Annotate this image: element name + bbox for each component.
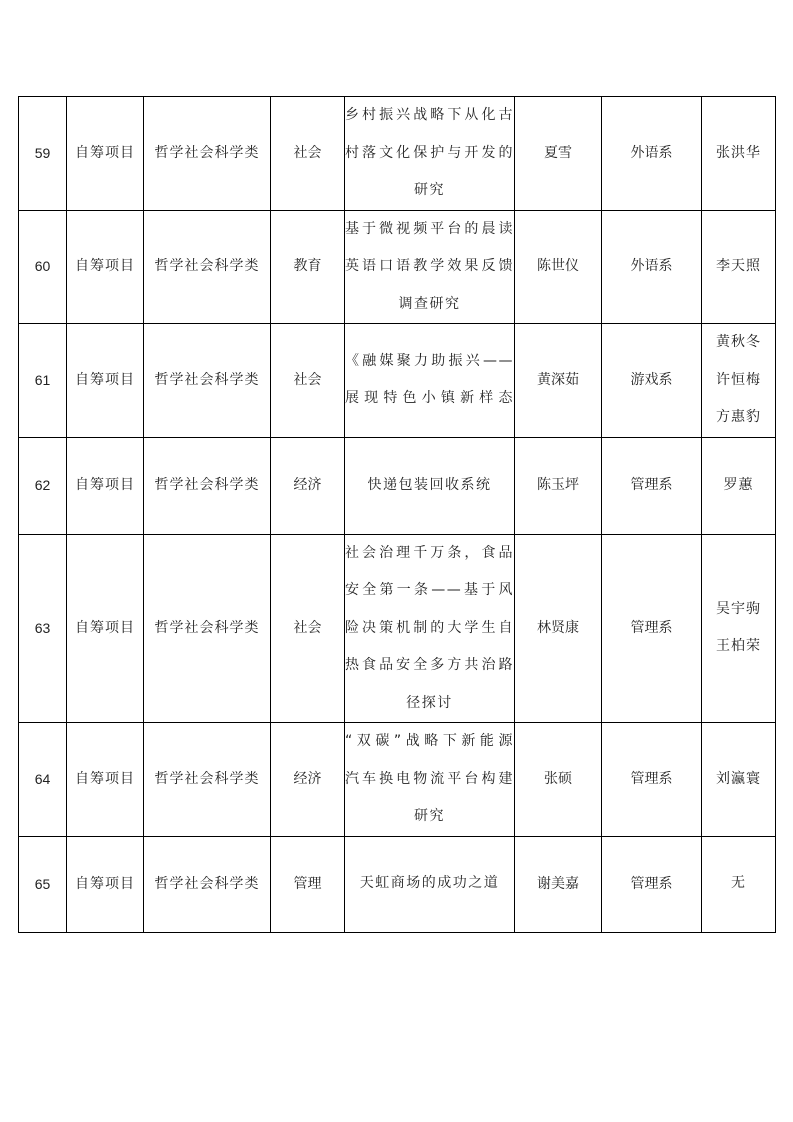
advisor-name: 无	[731, 875, 746, 892]
project-category: 哲学社会科学类	[144, 723, 271, 837]
project-type: 自筹项目	[67, 723, 144, 837]
project-field: 社会	[271, 324, 345, 438]
row-number: 64	[19, 723, 67, 837]
project-title	[345, 836, 515, 932]
department: 外语系	[602, 210, 702, 324]
project-category: 哲学社会科学类	[144, 836, 271, 932]
advisor-name: 许恒梅	[716, 371, 761, 388]
project-field: 经济	[271, 437, 345, 534]
project-title-line: 乡村振兴战略下从化古	[345, 107, 514, 123]
advisors	[702, 534, 776, 723]
project-title	[345, 534, 515, 723]
row-number: 65	[19, 836, 67, 932]
advisor-name: 黄秋冬	[716, 334, 761, 350]
project-title-line: “双碳”战略下新能源	[345, 733, 514, 749]
project-title-line: 《融媒聚力助振兴——	[345, 352, 514, 369]
row-number: 62	[19, 437, 67, 534]
project-field: 教育	[271, 210, 345, 324]
project-title	[345, 723, 515, 837]
project-title	[345, 210, 515, 324]
table-row	[19, 324, 776, 438]
department: 游戏系	[602, 324, 702, 438]
project-title-line: 调查研究	[398, 295, 461, 312]
project-leader: 陈玉坪	[515, 437, 602, 534]
project-title-line: 天虹商场的成功之道	[359, 875, 500, 892]
project-title-line: 险决策机制的大学生自	[345, 619, 514, 636]
project-title	[345, 324, 515, 438]
project-title-line: 研究	[414, 182, 445, 198]
row-number: 60	[19, 210, 67, 324]
project-field: 社会	[271, 97, 345, 211]
project-type: 自筹项目	[67, 210, 144, 324]
project-leader: 张硕	[515, 723, 602, 837]
project-type: 自筹项目	[67, 836, 144, 932]
project-category: 哲学社会科学类	[144, 324, 271, 438]
project-leader: 林贤康	[515, 534, 602, 723]
project-type: 自筹项目	[67, 534, 144, 723]
advisors	[702, 97, 776, 211]
project-title-line: 径探讨	[406, 694, 453, 711]
project-title-line: 社会治理千万条，食品	[345, 544, 514, 561]
table-row	[19, 723, 776, 837]
project-leader: 黄深茹	[515, 324, 602, 438]
project-field: 经济	[271, 723, 345, 837]
table-row	[19, 437, 776, 534]
advisors	[702, 723, 776, 837]
table-row	[19, 534, 776, 723]
project-title-line: 基于微视频平台的晨读	[345, 220, 514, 237]
project-title-line: 快递包装回收系统	[367, 476, 492, 493]
advisors	[702, 437, 776, 534]
project-title-line: 安全第一条——基于风	[345, 582, 514, 598]
project-category: 哲学社会科学类	[144, 534, 271, 723]
department: 管理系	[602, 723, 702, 837]
project-category: 哲学社会科学类	[144, 97, 271, 211]
advisor-name: 王柏荣	[716, 638, 761, 655]
row-number: 63	[19, 534, 67, 723]
project-category: 哲学社会科学类	[144, 210, 271, 324]
project-table	[18, 96, 776, 933]
advisor-name: 李天照	[716, 258, 761, 274]
project-category: 哲学社会科学类	[144, 437, 271, 534]
project-title-line: 研究	[414, 808, 445, 824]
row-number: 59	[19, 97, 67, 211]
table-row	[19, 97, 776, 211]
project-field: 管理	[271, 836, 345, 932]
table-row	[19, 210, 776, 324]
department: 管理系	[602, 836, 702, 932]
project-title-line: 村落文化保护与开发的	[345, 144, 514, 161]
advisors	[702, 324, 776, 438]
advisor-name: 方惠豹	[716, 409, 761, 425]
project-title	[345, 97, 515, 211]
project-title-line: 英语口语教学效果反馈	[345, 258, 514, 274]
department: 管理系	[602, 437, 702, 534]
project-leader: 谢美嘉	[515, 836, 602, 932]
project-type: 自筹项目	[67, 437, 144, 534]
department: 管理系	[602, 534, 702, 723]
advisor-name: 罗蕙	[723, 476, 754, 493]
advisors	[702, 210, 776, 324]
project-title-line: 热食品安全多方共治路	[345, 657, 514, 673]
advisor-name: 吴宇驹	[716, 600, 761, 617]
project-type: 自筹项目	[67, 324, 144, 438]
advisor-name: 刘瀛寰	[716, 770, 761, 787]
row-number: 61	[19, 324, 67, 438]
advisors	[702, 836, 776, 932]
project-title	[345, 437, 515, 534]
table-row	[19, 836, 776, 932]
advisor-name: 张洪华	[716, 144, 761, 161]
project-title-line: 汽车换电物流平台构建	[345, 770, 514, 787]
project-leader: 陈世仪	[515, 210, 602, 324]
department: 外语系	[602, 97, 702, 211]
project-title-line: 展现特色小镇新样态	[345, 390, 514, 407]
project-leader: 夏雪	[515, 97, 602, 211]
project-field: 社会	[271, 534, 345, 723]
project-type: 自筹项目	[67, 97, 144, 211]
